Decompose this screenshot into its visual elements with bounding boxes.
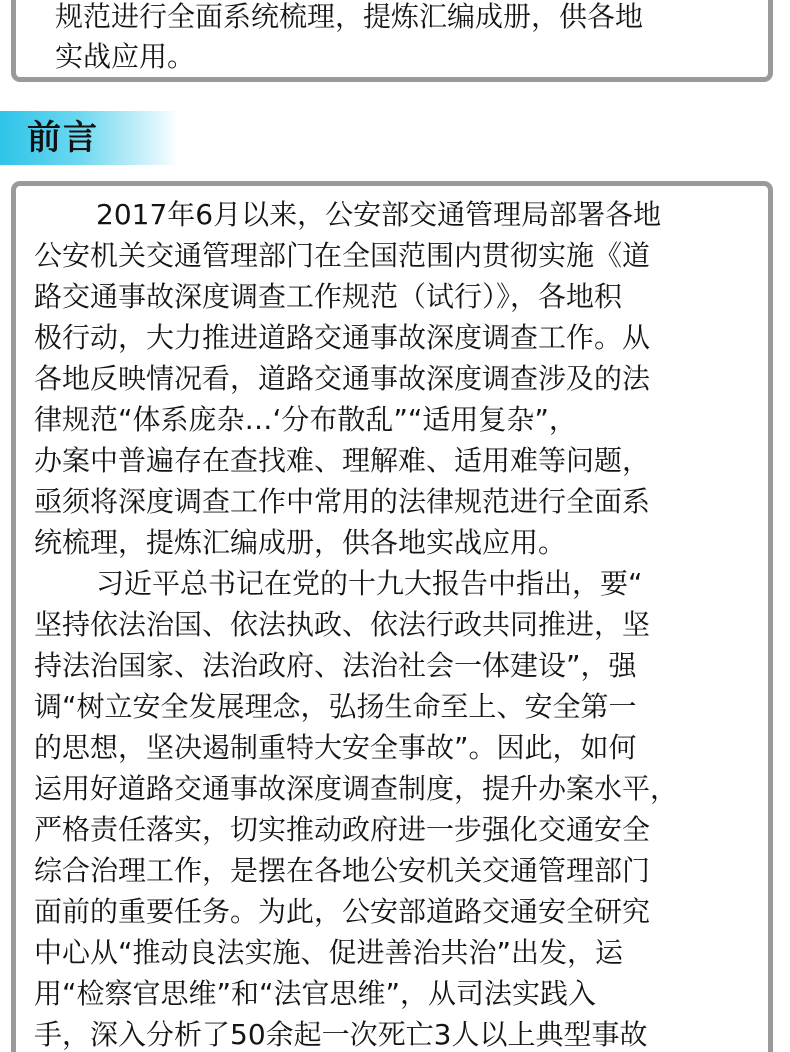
text-line: 实战应用。 [55, 40, 196, 73]
text-line: 用“检察官思维”和“法官思维”，从司法实践入 [34, 977, 597, 1010]
text-line: 手，深入分析了50余起一次死亡3人以上典型事故 [34, 1018, 648, 1051]
text-line: 面前的重要任务。为此，公安部道路交通安全研究 [34, 895, 651, 928]
preface-text-card [11, 181, 773, 1052]
section-title: 前言 [27, 118, 99, 158]
previous-text-card [11, 0, 773, 82]
text-line: 调“树立安全发展理念，弘扬生命至上、安全第一 [34, 690, 637, 723]
text-line: 极行动，大力推进道路交通事故深度调查工作。从 [34, 321, 651, 354]
text-line: 规范进行全面系统梳理，提炼汇编成册，供各地 [55, 0, 644, 33]
text-line: 2017年6月以来，公安部交通管理局部署各地 [96, 198, 662, 231]
text-line: 的思想，坚决遏制重特大安全事故”。因此，如何 [34, 731, 637, 764]
text-line: 坚持依法治国、依法执政、依法行政共同推进，坚 [34, 608, 651, 641]
text-line: 各地反映情况看，道路交通事故深度调查涉及的法 [34, 362, 651, 395]
text-line: 习近平总书记在党的十九大报告中指出，要“ [96, 567, 643, 600]
section-header [0, 111, 178, 165]
text-line: 公安机关交通管理部门在全国范围内贯彻实施《道 [34, 239, 651, 272]
text-line: 综合治理工作，是摆在各地公安机关交通管理部门 [34, 854, 651, 887]
text-line: 严格责任落实，切实推动政府进一步强化交通安全 [34, 813, 651, 846]
text-line: 办案中普遍存在查找难、理解难、适用难等问题， [34, 444, 651, 477]
text-line: 亟须将深度调查工作中常用的法律规范进行全面系 [34, 485, 651, 518]
text-line: 统梳理，提炼汇编成册，供各地实战应用。 [34, 526, 567, 559]
text-line: 运用好道路交通事故深度调查制度，提升办案水平， [34, 772, 679, 805]
text-line: 中心从“推动良法实施、促进善治共治”出发，运 [34, 936, 624, 969]
text-line: 路交通事故深度调查工作规范（试行）》，各地积 [34, 280, 623, 313]
text-line: 律规范“体系庞杂…‘分布散乱”“适用复杂”， [34, 403, 577, 436]
text-line: 持法治国家、法治政府、法治社会一体建设”，强 [34, 649, 637, 682]
